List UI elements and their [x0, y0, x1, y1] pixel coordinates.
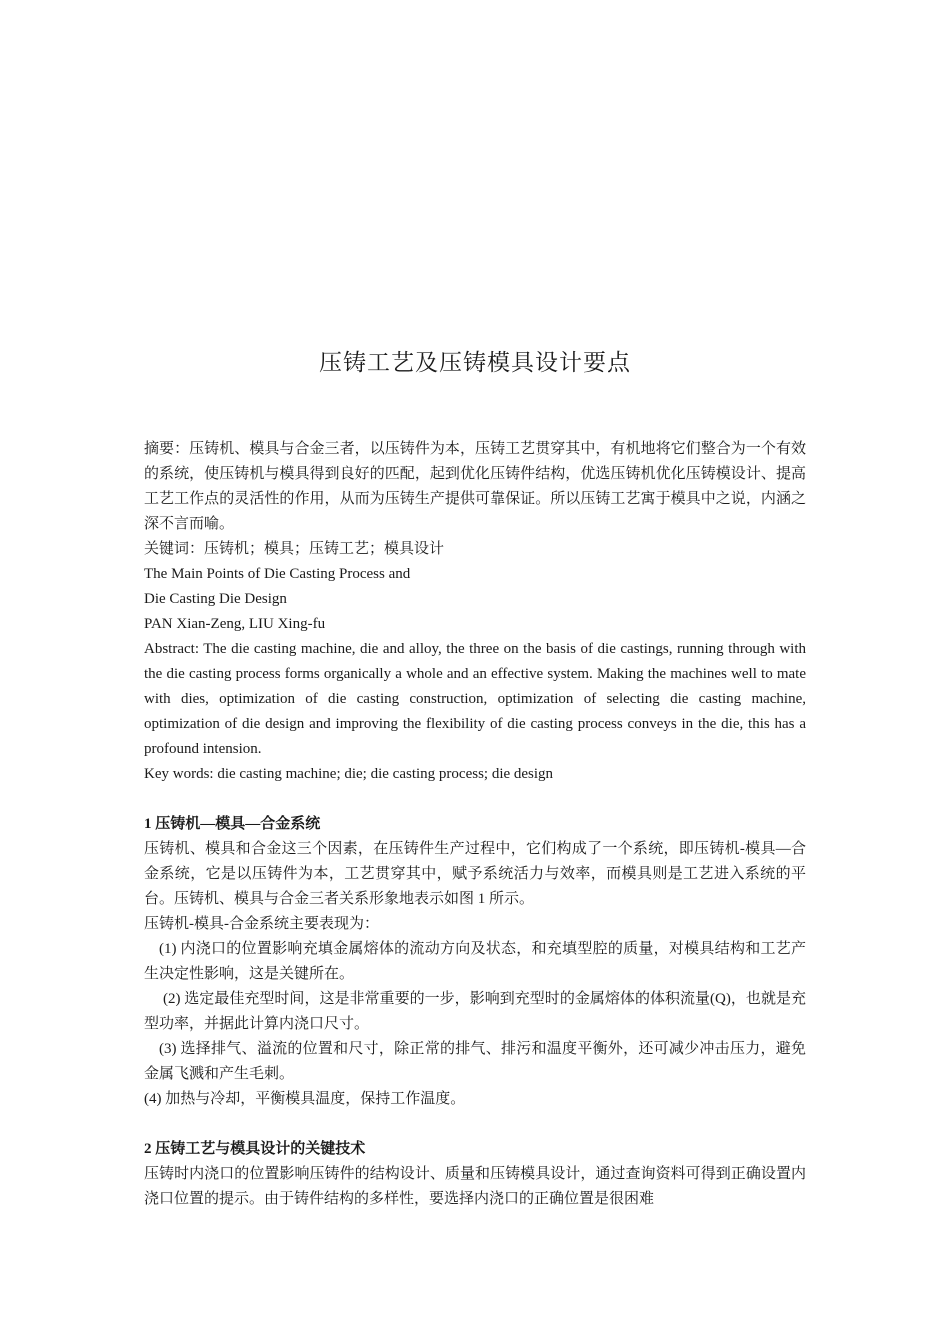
- section-spacer: [144, 787, 806, 812]
- keywords-en: Key words: die casting machine; die; die casting process; die design: [144, 766, 554, 782]
- section-1-heading: 1 压铸机—模具—合金系统: [144, 816, 321, 832]
- abstract-cn: 摘要：压铸机、模具与合金三者，以压铸件为本，压铸工艺贯穿其中，有机地将它们整合为一个有效的系统，使压铸机与模具得到良好的匹配，起到优化压铸件结构，优选压铸机优化压铸模设计、提高工艺工作点的灵活性的作用，从而为压铸生产提供可靠保证。所以压铸工艺寓于模具中之说，内涵之深不言而喻。: [144, 441, 806, 532]
- section-1-paragraph-1: 压铸机、模具和合金这三个因素，在压铸件生产过程中，它们构成了一个系统，即压铸机-模具—合金系统，它是以压铸件为本，工艺贯穿其中，赋予系统活力与效率，而模具则是工艺进入系统的平台。压铸机、模具与合金三者关系形象地表示如图 1 所示。: [144, 841, 806, 907]
- section-2-heading: 2 压铸工艺与模具设计的关键技术: [144, 1141, 366, 1157]
- english-title-line-2: Die Casting Die Design: [144, 591, 287, 607]
- section-spacer: [144, 1112, 806, 1137]
- english-title-line-1: The Main Points of Die Casting Process and: [144, 566, 411, 582]
- document-body: [144, 437, 806, 1212]
- authors: PAN Xian-Zeng, LIU Xing-fu: [144, 616, 326, 632]
- section-1-paragraph-2: 压铸机-模具-合金系统主要表现为：: [144, 916, 379, 932]
- section-1-item-2: (2) 选定最佳充型时间，这是非常重要的一步，影响到充型时的金属熔体的体积流量(Q)，也就是充型功率，并据此计算内浇口尺寸。: [144, 991, 806, 1032]
- section-2-paragraph-1: 压铸时内浇口的位置影响压铸件的结构设计、质量和压铸模具设计，通过查询资料可得到正确设置内浇口位置的提示。由于铸件结构的多样性，要选择内浇口的正确位置是很困难: [144, 1166, 806, 1207]
- section-1-item-1: (1) 内浇口的位置影响充填金属熔体的流动方向及状态，和充填型腔的质量，对模具结构和工艺产生决定性影响，这是关键所在。: [144, 941, 806, 982]
- abstract-en: Abstract: The die casting machine, die and alloy, the three on the basis of die castings, running through with the die casting process forms organically a whole and an effective system. Making the machines well to mate with dies, optimization of die casting construction, optimization of selecting die casting machine, optimization of die design and improving the flexibility of die casting process conveys in the die, this has a profound intension.: [144, 641, 806, 757]
- document-title: 压铸工艺及压铸模具设计要点: [319, 350, 631, 376]
- section-1-item-3: (3) 选择排气、溢流的位置和尺寸，除正常的排气、排污和温度平衡外，还可减少冲击压力，避免金属飞溅和产生毛刺。: [144, 1041, 806, 1082]
- section-1-item-4: (4) 加热与冷却，平衡模具温度，保持工作温度。: [144, 1091, 466, 1107]
- keywords-cn: 关键词：压铸机；模具；压铸工艺；模具设计: [144, 541, 445, 557]
